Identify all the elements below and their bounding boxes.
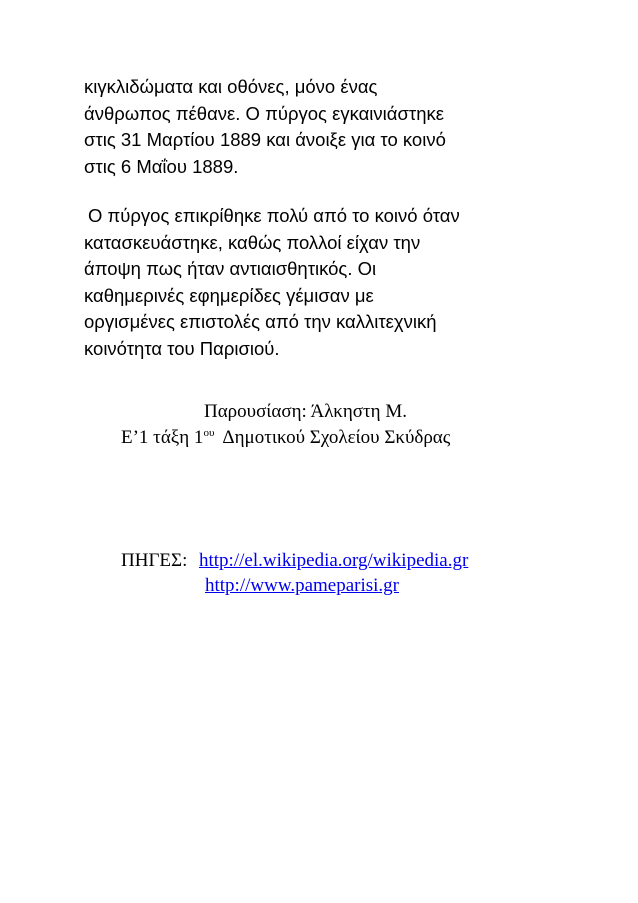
class-credit — [121, 426, 450, 450]
class-prefix: Ε’1 τάξη 1 — [121, 427, 204, 448]
paragraph-line: οργισμένες επιστολές από την καλλιτεχνική — [84, 311, 437, 333]
source-link-pameparisi[interactable]: http://www.pameparisi.gr — [205, 575, 400, 596]
source-link-wikipedia[interactable]: http://el.wikipedia.org/wikipedia.gr — [199, 550, 469, 571]
sources-label: ΠΗΓΕΣ: — [121, 550, 188, 571]
paragraph-line: καθημερινές εφημερίδες γέμισαν με — [84, 284, 374, 306]
paragraph-line: κοινότητα του Παρισιού. — [84, 337, 280, 359]
presenter-credit: Παρουσίαση: Άλκηστη Μ. — [204, 401, 408, 422]
paragraph-line: Ο πύργος επικρίθηκε πολύ από το κοινό όταν — [88, 205, 460, 226]
paragraph-eiffel-criticism — [84, 203, 554, 363]
paragraph-line: στις 6 Μαΐου 1889. — [84, 155, 239, 177]
paragraph-line: άποψη πως ήταν αντιαισθητικός. Οι — [84, 258, 377, 280]
paragraph-eiffel-opening — [84, 74, 554, 180]
paragraph-line: άνθρωπος πέθανε. Ο πύργος εγκαινιάστηκε — [84, 102, 444, 124]
paragraph-line: κατασκευάστηκε, καθώς πολλοί είχαν την — [84, 231, 421, 253]
paragraph-line: στις 31 Μαρτίου 1889 και άνοιξε για το κοινό — [84, 129, 446, 151]
class-superscript: ου — [203, 427, 215, 439]
school-name: Δημοτικού Σχολείου Σκύδρας — [222, 427, 451, 448]
paragraph-line: κιγκλιδώματα και οθόνες, μόνο ένας — [84, 76, 378, 97]
